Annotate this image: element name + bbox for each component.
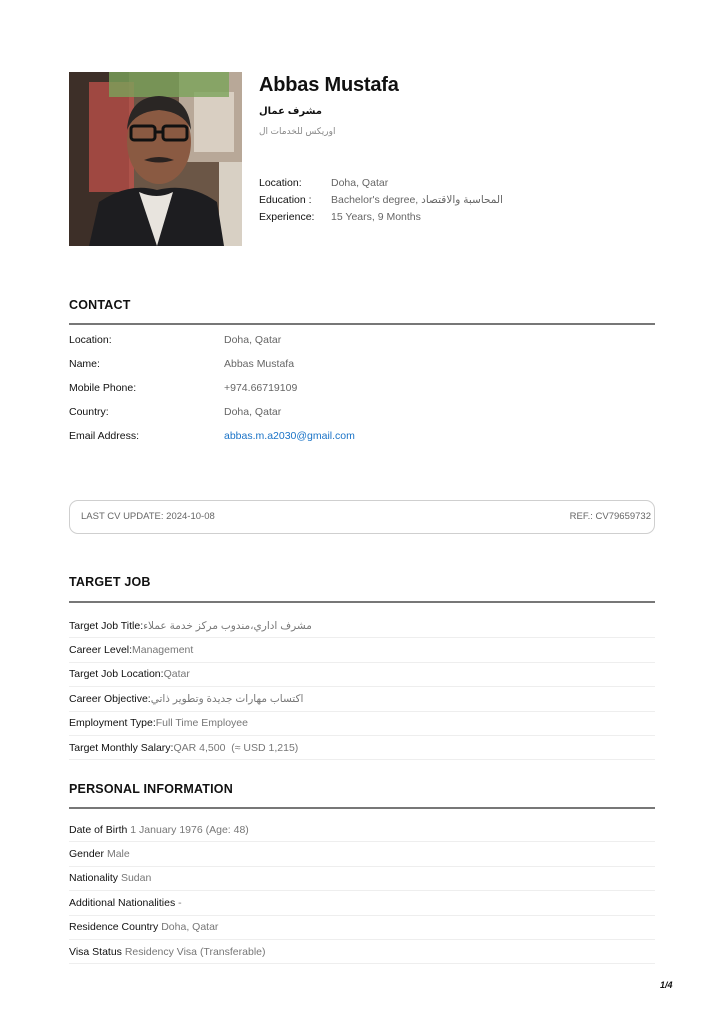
personal-label: Additional Nationalities (69, 896, 176, 909)
portrait-image (69, 72, 242, 246)
target-job-label: Career Objective: (69, 692, 151, 705)
summary-value: Bachelor's degree, المحاسبة والاقتصاد (331, 193, 503, 206)
target-job-section (69, 614, 655, 760)
target-job-section-title: TARGET JOB (69, 575, 151, 589)
personal-value: Male (106, 848, 130, 861)
target-job-label: Career Level: (69, 644, 133, 657)
contact-row (69, 376, 655, 400)
cv-reference: REF.: CV79659732 (569, 511, 651, 522)
contact-value: Doha, Qatar (224, 334, 282, 346)
personal-label: Date of Birth (69, 823, 128, 836)
personal-label: Nationality (69, 872, 119, 885)
personal-section (69, 818, 655, 964)
summary-row-location (259, 174, 503, 191)
personal-row (69, 842, 655, 866)
contact-value: Abbas Mustafa (224, 358, 295, 370)
target-job-value: مشرف اداري،مندوب مركز خدمة عملاء (143, 619, 312, 632)
section-divider (69, 807, 655, 809)
contact-label: Email Address: (69, 430, 140, 442)
contact-section-title: CONTACT (69, 298, 131, 312)
contact-row (69, 352, 655, 376)
personal-value: Sudan (120, 872, 152, 885)
target-job-label: Target Monthly Salary: (69, 741, 174, 754)
personal-label: Residence Country (69, 921, 159, 934)
contact-row (69, 400, 655, 424)
personal-section-title: PERSONAL INFORMATION (69, 782, 233, 796)
summary-row-education (259, 191, 503, 208)
personal-value: 1 January 1976 (Age: 48) (130, 823, 249, 836)
candidate-name: Abbas Mustafa (259, 74, 399, 96)
summary-row-experience (259, 208, 503, 225)
contact-row (69, 424, 655, 448)
contact-label: Mobile Phone: (69, 382, 137, 394)
summary-value: Doha, Qatar (331, 176, 389, 189)
personal-row (69, 940, 655, 964)
personal-value: Doha, Qatar (161, 921, 219, 934)
section-divider (69, 323, 655, 325)
target-job-label: Target Job Location: (69, 668, 164, 681)
section-divider (69, 601, 655, 603)
summary-block (259, 174, 503, 225)
personal-label: Visa Status (69, 945, 122, 958)
personal-value: Residency Visa (Transferable) (124, 945, 266, 958)
contact-row (69, 328, 655, 352)
contact-section (69, 328, 655, 448)
target-job-value: Management (132, 644, 194, 657)
contact-label: Country: (69, 406, 109, 418)
summary-value: 15 Years, 9 Months (331, 210, 421, 223)
personal-label: Gender (69, 848, 105, 861)
current-job-title: مشرف عمال (259, 106, 322, 117)
current-company: اوريكس للخدمات ال (259, 126, 336, 136)
summary-label: Education : (259, 193, 312, 206)
target-job-row (69, 712, 655, 736)
email-link[interactable]: abbas.m.a2030@gmail.com (224, 430, 355, 442)
target-job-row (69, 687, 655, 711)
personal-row (69, 916, 655, 940)
target-job-row (69, 663, 655, 687)
cv-update-box (69, 500, 655, 534)
contact-value: Doha, Qatar (224, 406, 282, 418)
target-job-row (69, 614, 655, 638)
summary-label: Experience: (259, 210, 315, 223)
personal-row (69, 867, 655, 891)
personal-row (69, 891, 655, 915)
profile-photo (69, 72, 242, 246)
target-job-value: QAR 4,500 (≈ USD 1,215) (173, 741, 299, 754)
last-cv-update: LAST CV UPDATE: 2024-10-08 (81, 511, 215, 522)
target-job-value: Qatar (163, 668, 190, 681)
target-job-label: Target Job Title: (69, 619, 144, 632)
personal-value: - (178, 896, 182, 909)
page-number: 1/4 (660, 980, 673, 990)
contact-value: +974.66719109 (224, 382, 298, 394)
contact-label: Location: (69, 334, 112, 346)
target-job-value: Full Time Employee (155, 717, 248, 730)
target-job-label: Employment Type: (69, 717, 156, 730)
target-job-value: اكتساب مهارات جديدة وتطوير ذاتي (150, 692, 304, 705)
personal-row (69, 818, 655, 842)
contact-label: Name: (69, 358, 100, 370)
summary-label: Location: (259, 176, 302, 189)
target-job-row (69, 638, 655, 662)
target-job-row (69, 736, 655, 760)
